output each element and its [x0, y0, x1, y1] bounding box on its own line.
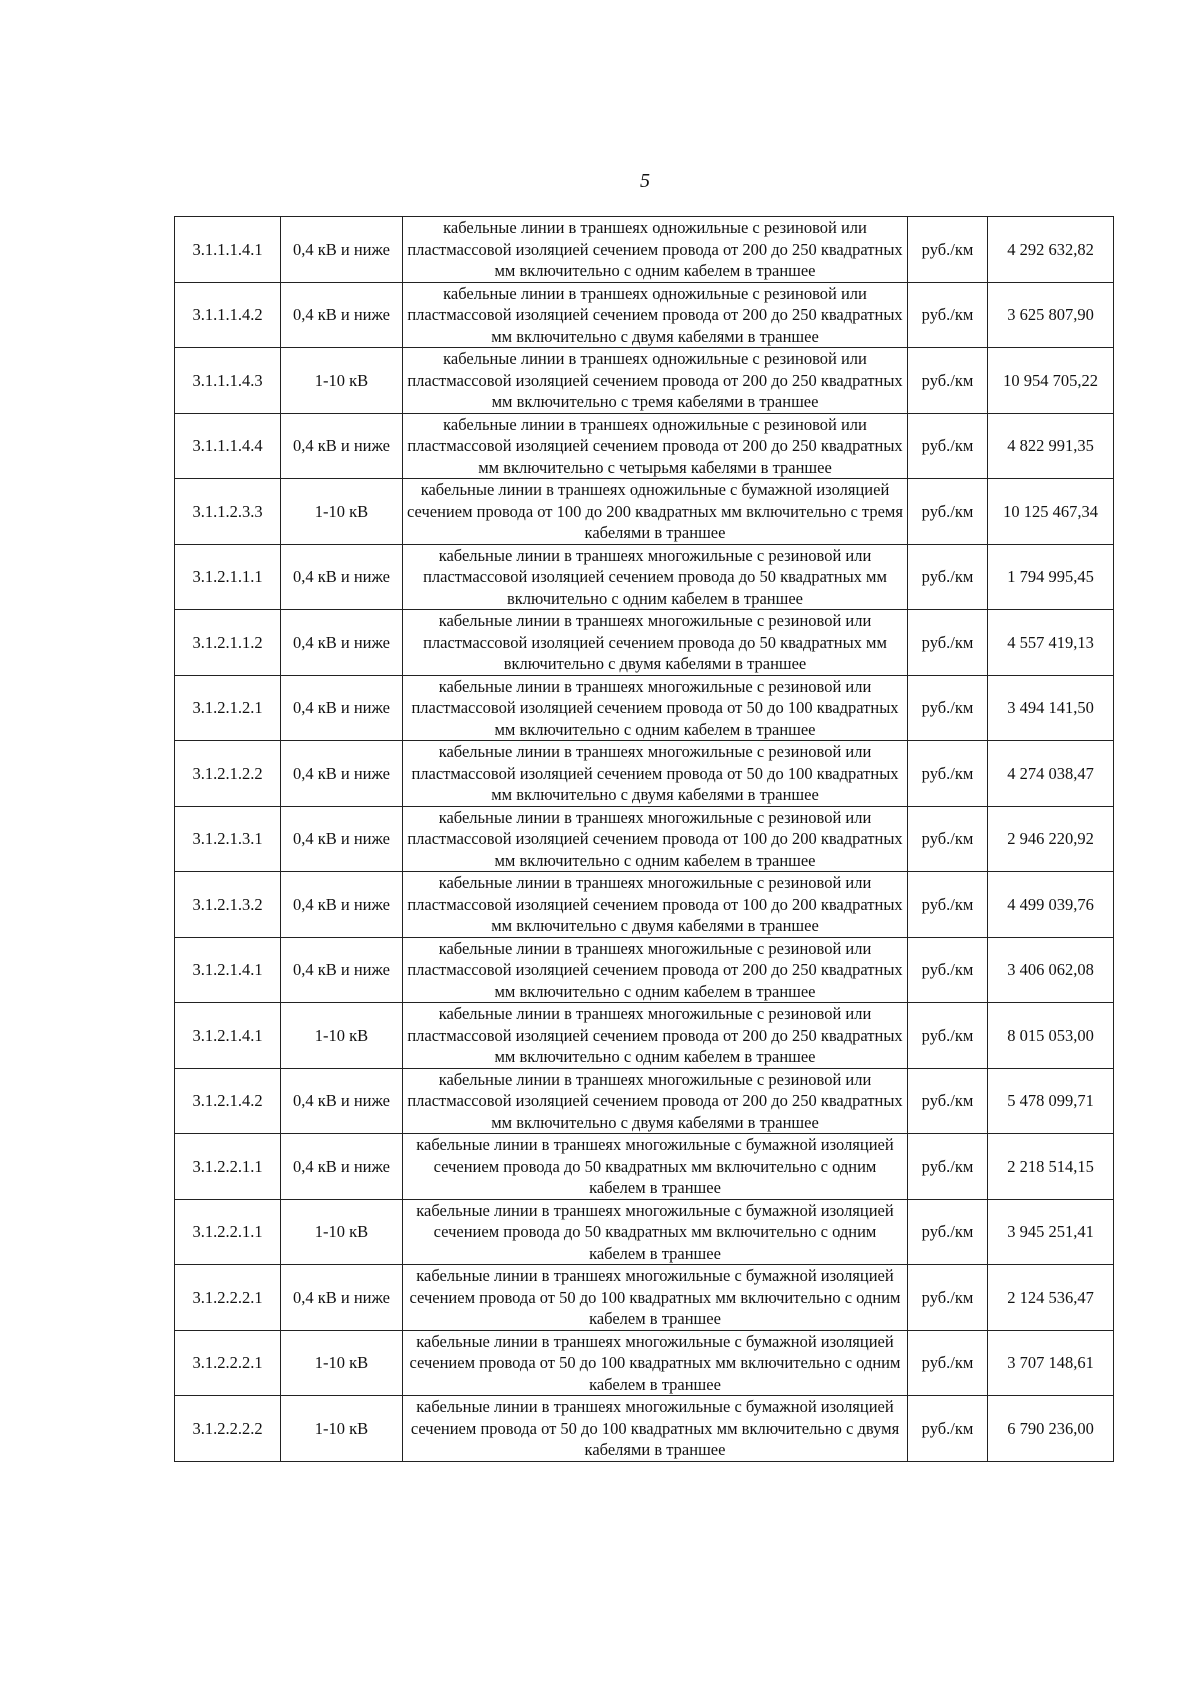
- cell-code: 3.1.1.1.4.2: [175, 282, 281, 348]
- cell-value: 4 292 632,82: [988, 217, 1114, 283]
- cell-description: кабельные линии в траншеях многожильные с бумажной изоляцией сечением провода до 50 квадратных мм включительно с одним кабелем в траншее: [403, 1199, 908, 1265]
- cell-unit: руб./км: [908, 1396, 988, 1462]
- cell-description: кабельные линии в траншеях многожильные с резиновой или пластмассовой изоляцией сечением провода от 100 до 200 квадратных мм включительно с одним кабелем в траншее: [403, 806, 908, 872]
- cell-unit: руб./км: [908, 1199, 988, 1265]
- cell-code: 3.1.2.2.2.2: [175, 1396, 281, 1462]
- cell-description: кабельные линии в траншеях многожильные с резиновой или пластмассовой изоляцией сечением провода до 50 квадратных мм включительно с одним кабелем в траншее: [403, 544, 908, 610]
- cell-value: 5 478 099,71: [988, 1068, 1114, 1134]
- cell-unit: руб./км: [908, 1265, 988, 1331]
- cell-unit: руб./км: [908, 1003, 988, 1069]
- table-row: [175, 872, 1114, 938]
- cell-description: кабельные линии в траншеях многожильные с резиновой или пластмассовой изоляцией сечением провода от 50 до 100 квадратных мм включительно с двумя кабелями в траншее: [403, 741, 908, 807]
- cell-unit: руб./км: [908, 1330, 988, 1396]
- cell-unit: руб./км: [908, 610, 988, 676]
- table-row: [175, 413, 1114, 479]
- cell-code: 3.1.2.1.1.2: [175, 610, 281, 676]
- cell-description: кабельные линии в траншеях многожильные с резиновой или пластмассовой изоляцией сечением провода от 100 до 200 квадратных мм включительно с двумя кабелями в траншее: [403, 872, 908, 938]
- cell-code: 3.1.2.2.1.1: [175, 1134, 281, 1200]
- cell-code: 3.1.2.1.2.2: [175, 741, 281, 807]
- cell-voltage: 1-10 кВ: [281, 1003, 403, 1069]
- cell-value: 10 954 705,22: [988, 348, 1114, 414]
- cell-voltage: 0,4 кВ и ниже: [281, 610, 403, 676]
- cell-description: кабельные линии в траншеях одножильные с бумажной изоляцией сечением провода от 100 до 200 квадратных мм включительно с тремя кабелями в траншее: [403, 479, 908, 545]
- cell-unit: руб./км: [908, 937, 988, 1003]
- cell-code: 3.1.1.1.4.4: [175, 413, 281, 479]
- cell-unit: руб./км: [908, 413, 988, 479]
- cell-unit: руб./км: [908, 872, 988, 938]
- table-row: [175, 937, 1114, 1003]
- cell-description: кабельные линии в траншеях одножильные с резиновой или пластмассовой изоляцией сечением провода от 200 до 250 квадратных мм включительно с одним кабелем в траншее: [403, 217, 908, 283]
- cell-value: 3 406 062,08: [988, 937, 1114, 1003]
- cell-voltage: 0,4 кВ и ниже: [281, 413, 403, 479]
- cell-unit: руб./км: [908, 741, 988, 807]
- cell-voltage: 0,4 кВ и ниже: [281, 282, 403, 348]
- table-row: [175, 282, 1114, 348]
- cell-value: 4 499 039,76: [988, 872, 1114, 938]
- table-row: [175, 348, 1114, 414]
- cell-value: 4 822 991,35: [988, 413, 1114, 479]
- cell-unit: руб./км: [908, 1134, 988, 1200]
- cell-voltage: 1-10 кВ: [281, 1330, 403, 1396]
- table-row: [175, 1265, 1114, 1331]
- table-row: [175, 479, 1114, 545]
- cell-code: 3.1.2.1.2.1: [175, 675, 281, 741]
- cell-code: 3.1.2.1.3.1: [175, 806, 281, 872]
- table-row: [175, 675, 1114, 741]
- cell-unit: руб./км: [908, 479, 988, 545]
- cell-value: 3 945 251,41: [988, 1199, 1114, 1265]
- table-row: [175, 1134, 1114, 1200]
- cell-description: кабельные линии в траншеях многожильные с бумажной изоляцией сечением провода от 50 до 100 квадратных мм включительно с двумя кабелями в траншее: [403, 1396, 908, 1462]
- table-row: [175, 806, 1114, 872]
- cell-unit: руб./км: [908, 1068, 988, 1134]
- cell-value: 3 625 807,90: [988, 282, 1114, 348]
- table-row: [175, 1330, 1114, 1396]
- page-number: 5: [640, 170, 650, 192]
- cell-description: кабельные линии в траншеях одножильные с резиновой или пластмассовой изоляцией сечением провода от 200 до 250 квадратных мм включительно с четырьмя кабелями в траншее: [403, 413, 908, 479]
- cell-code: 3.1.2.1.1.1: [175, 544, 281, 610]
- cell-value: 6 790 236,00: [988, 1396, 1114, 1462]
- cell-unit: руб./км: [908, 544, 988, 610]
- cell-code: 3.1.2.1.4.2: [175, 1068, 281, 1134]
- table-row: [175, 1068, 1114, 1134]
- table-row: [175, 1199, 1114, 1265]
- cell-unit: руб./км: [908, 675, 988, 741]
- cell-description: кабельные линии в траншеях многожильные с резиновой или пластмассовой изоляцией сечением провода от 200 до 250 квадратных мм включительно с двумя кабелями в траншее: [403, 1068, 908, 1134]
- cell-voltage: 0,4 кВ и ниже: [281, 675, 403, 741]
- cell-voltage: 0,4 кВ и ниже: [281, 1068, 403, 1134]
- cell-code: 3.1.2.1.3.2: [175, 872, 281, 938]
- table-row: [175, 741, 1114, 807]
- cell-value: 8 015 053,00: [988, 1003, 1114, 1069]
- cell-code: 3.1.2.2.1.1: [175, 1199, 281, 1265]
- cell-unit: руб./км: [908, 806, 988, 872]
- cell-voltage: 0,4 кВ и ниже: [281, 1134, 403, 1200]
- cell-voltage: 0,4 кВ и ниже: [281, 937, 403, 1003]
- cell-description: кабельные линии в траншеях одножильные с резиновой или пластмассовой изоляцией сечением провода от 200 до 250 квадратных мм включительно с двумя кабелями в траншее: [403, 282, 908, 348]
- cell-description: кабельные линии в траншеях многожильные с бумажной изоляцией сечением провода от 50 до 100 квадратных мм включительно с одним кабелем в траншее: [403, 1330, 908, 1396]
- cell-description: кабельные линии в траншеях многожильные с резиновой или пластмассовой изоляцией сечением провода от 200 до 250 квадратных мм включительно с одним кабелем в траншее: [403, 937, 908, 1003]
- cell-value: 2 124 536,47: [988, 1265, 1114, 1331]
- cell-description: кабельные линии в траншеях многожильные с бумажной изоляцией сечением провода от 50 до 100 квадратных мм включительно с одним кабелем в траншее: [403, 1265, 908, 1331]
- cell-value: 4 274 038,47: [988, 741, 1114, 807]
- cell-value: 3 494 141,50: [988, 675, 1114, 741]
- cell-value: 4 557 419,13: [988, 610, 1114, 676]
- rates-table-body: [175, 217, 1114, 1462]
- cell-voltage: 0,4 кВ и ниже: [281, 217, 403, 283]
- cell-description: кабельные линии в траншеях многожильные с бумажной изоляцией сечением провода до 50 квадратных мм включительно с одним кабелем в траншее: [403, 1134, 908, 1200]
- cell-unit: руб./км: [908, 282, 988, 348]
- rates-table: [174, 216, 1114, 1462]
- cell-voltage: 1-10 кВ: [281, 1199, 403, 1265]
- cell-code: 3.1.2.2.2.1: [175, 1265, 281, 1331]
- table-row: [175, 217, 1114, 283]
- table-row: [175, 1396, 1114, 1462]
- cell-description: кабельные линии в траншеях многожильные с резиновой или пластмассовой изоляцией сечением провода от 200 до 250 квадратных мм включительно с одним кабелем в траншее: [403, 1003, 908, 1069]
- cell-voltage: 0,4 кВ и ниже: [281, 806, 403, 872]
- cell-voltage: 1-10 кВ: [281, 479, 403, 545]
- cell-voltage: 0,4 кВ и ниже: [281, 544, 403, 610]
- cell-voltage: 1-10 кВ: [281, 348, 403, 414]
- cell-voltage: 1-10 кВ: [281, 1396, 403, 1462]
- cell-value: 10 125 467,34: [988, 479, 1114, 545]
- cell-unit: руб./км: [908, 217, 988, 283]
- cell-description: кабельные линии в траншеях многожильные с резиновой или пластмассовой изоляцией сечением провода от 50 до 100 квадратных мм включительно с одним кабелем в траншее: [403, 675, 908, 741]
- cell-code: 3.1.1.1.4.1: [175, 217, 281, 283]
- cell-voltage: 0,4 кВ и ниже: [281, 1265, 403, 1331]
- table-row: [175, 1003, 1114, 1069]
- table-row: [175, 544, 1114, 610]
- cell-value: 2 218 514,15: [988, 1134, 1114, 1200]
- cell-voltage: 0,4 кВ и ниже: [281, 741, 403, 807]
- table-row: [175, 610, 1114, 676]
- cell-value: 1 794 995,45: [988, 544, 1114, 610]
- cell-description: кабельные линии в траншеях одножильные с резиновой или пластмассовой изоляцией сечением провода от 200 до 250 квадратных мм включительно с тремя кабелями в траншее: [403, 348, 908, 414]
- cell-code: 3.1.2.1.4.1: [175, 937, 281, 1003]
- cell-value: 3 707 148,61: [988, 1330, 1114, 1396]
- cell-voltage: 0,4 кВ и ниже: [281, 872, 403, 938]
- cell-unit: руб./км: [908, 348, 988, 414]
- cell-code: 3.1.2.1.4.1: [175, 1003, 281, 1069]
- cell-code: 3.1.2.2.2.1: [175, 1330, 281, 1396]
- cell-code: 3.1.1.2.3.3: [175, 479, 281, 545]
- cell-value: 2 946 220,92: [988, 806, 1114, 872]
- cell-code: 3.1.1.1.4.3: [175, 348, 281, 414]
- cell-description: кабельные линии в траншеях многожильные с резиновой или пластмассовой изоляцией сечением провода до 50 квадратных мм включительно с двумя кабелями в траншее: [403, 610, 908, 676]
